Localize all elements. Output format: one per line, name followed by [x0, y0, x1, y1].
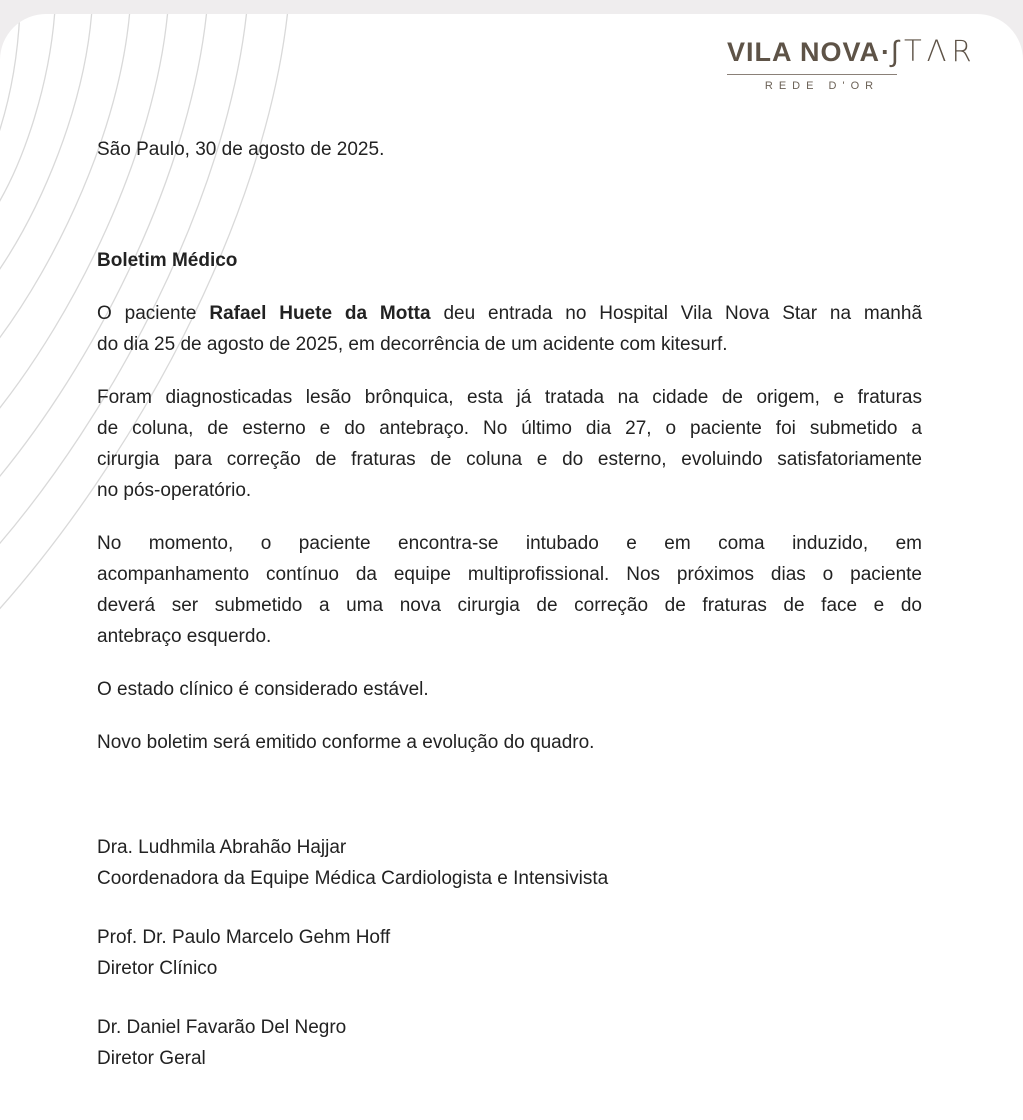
logo-underline — [727, 74, 897, 75]
text-line: deverá ser submetido a uma nova cirurgia de correção de fraturas de face e do — [97, 595, 922, 616]
logo-separator-dot: · — [881, 37, 891, 67]
signatory-role: Coordenadora da Equipe Médica Cardiologista e Intensivista — [97, 868, 609, 889]
paragraph-next-bulletin: Novo boletim será emitido conforme a evolução do quadro. — [97, 732, 595, 753]
paragraph-current-state — [97, 528, 922, 652]
letter-content — [0, 14, 1023, 1074]
dateline: São Paulo, 30 de agosto de 2025. — [97, 139, 385, 160]
text-line: do dia 25 de agosto de 2025, em decorrência de um acidente com kitesurf. — [97, 334, 728, 355]
hospital-logo — [727, 36, 977, 92]
signature-block — [97, 1012, 922, 1074]
paragraph-admission — [97, 298, 922, 360]
text-line: acompanhamento contínuo da equipe multiprofissional. Nos próximos dias o paciente — [97, 564, 922, 585]
signatory-name: Prof. Dr. Paulo Marcelo Gehm Hoff — [97, 927, 391, 948]
text-line: antebraço esquerdo. — [97, 626, 272, 647]
letter-card — [0, 14, 1023, 1120]
text-line: no pós-operatório. — [97, 480, 252, 501]
admission-prefix: O paciente — [97, 303, 210, 324]
admission-suffix: deu entrada no Hospital Vila Nova Star na manhã — [430, 303, 923, 324]
text-line — [97, 298, 922, 329]
signature-block — [97, 922, 922, 984]
signatory-role: Diretor Geral — [97, 1048, 206, 1069]
signatory-name: Dr. Daniel Favarão Del Negro — [97, 1017, 347, 1038]
text-line: de coluna, de esterno e do antebraço. No último dia 27, o paciente foi submetido a — [97, 418, 922, 439]
paragraph-clinical-status: O estado clínico é considerado estável. — [97, 679, 429, 700]
text-line: Foram diagnosticadas lesão brônquica, esta já tratada na cidade de origem, e fraturas — [97, 387, 922, 408]
text-line: No momento, o paciente encontra-se intubado e em coma induzido, em — [97, 533, 922, 554]
letter-title: Boletim Médico — [97, 250, 238, 271]
logo-vila-nova-text: VILA NOVA — [727, 37, 881, 67]
signatory-name: Dra. Ludhmila Abrahão Hajjar — [97, 837, 347, 858]
logo-star-text: ∫TΛR — [891, 34, 977, 68]
patient-name: Rafael Huete da Motta — [209, 303, 431, 324]
signature-block — [97, 832, 922, 894]
paragraph-diagnosis — [97, 382, 922, 506]
signatory-role: Diretor Clínico — [97, 958, 218, 979]
logo-tagline-rede-dor: REDE D'OR — [764, 80, 880, 92]
logo-wordmark — [727, 36, 977, 71]
text-line: cirurgia para correção de fraturas de coluna e do esterno, evoluindo satisfatoriamente — [97, 449, 922, 470]
